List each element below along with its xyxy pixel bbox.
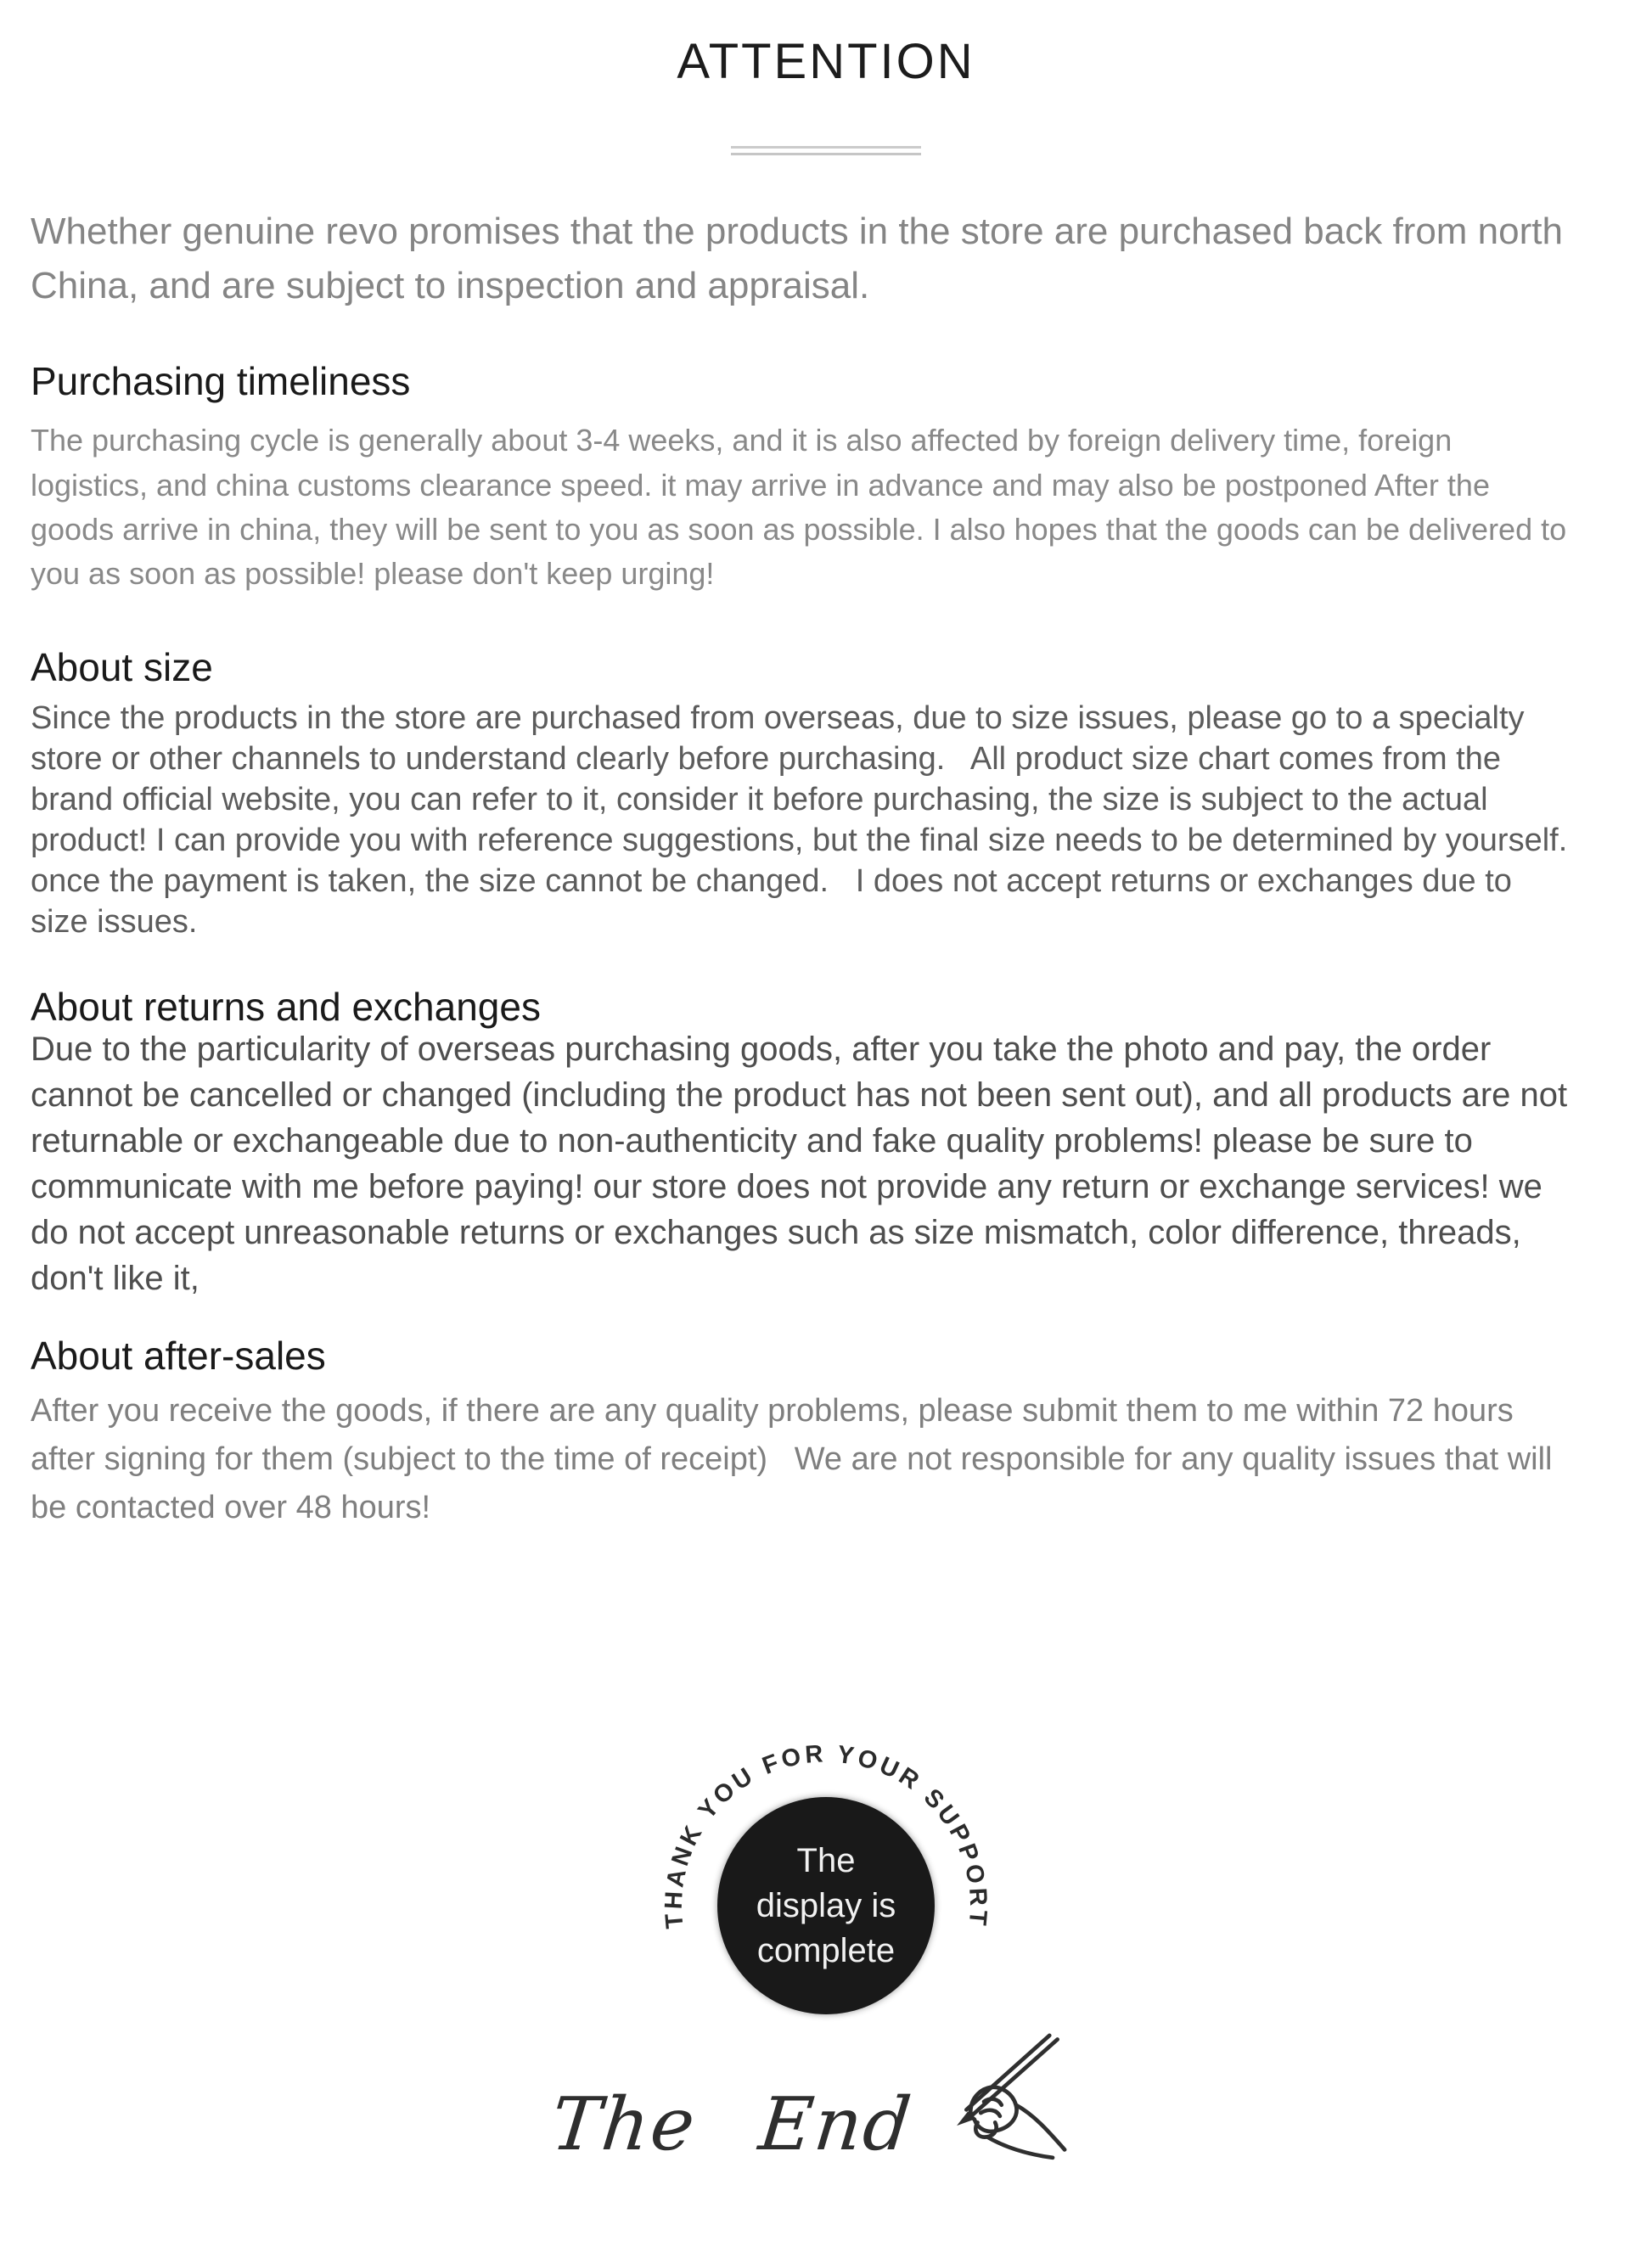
section-body-purchasing-timeliness: The purchasing cycle is generally about 3-4 weeks, and it is also affected by foreign delivery time, foreign logistics, and china customs clearance speed. it may arrive in advance and may also be postponed After the goods arrive in china, they will be sent to you as soon as possible. I also hopes that the goods can be delivered to you as soon as possible! please don't keep urging!	[31, 423, 1576, 592]
badge-line: display is	[756, 1886, 896, 1924]
double-rule-divider	[731, 146, 921, 155]
section-heading-about-returns: About returns and exchanges	[31, 985, 541, 1030]
display-complete-badge	[717, 1797, 935, 2014]
section-heading-about-size: About size	[31, 645, 213, 690]
writing-hand-icon	[900, 2033, 1070, 2169]
section-body-about-returns: Due to the particularity of overseas purchasing goods, after you take the photo and pay, the order cannot be cancelled or changed (including the product has not been sent out), and all products are not returnable or exchangeable due to non-authenticity and fake quality problems! please be sure to communicate with me before paying! our store does not provide any return or exchange services! we do not accept unreasonable returns or exchanges such as size mismatch, color difference, threads, don't like it,	[31, 1031, 1577, 1298]
thank-you-badge	[605, 1651, 1047, 2050]
text-column	[0, 205, 1652, 1532]
intro-paragraph: Whether genuine revo promises that the products in the store are purchased back from north China, and are subject to inspection and appraisal.	[31, 211, 1574, 306]
badge-line: The	[796, 1841, 856, 1879]
section-body-about-after-sales: After you receive the goods, if there are any quality problems, please submit them to me within 72 hours after signing for them (subject to the time of receipt) We are not responsible for any quality issues that will be contacted over 48 hours!	[31, 1393, 1562, 1526]
badge-line: complete	[756, 1931, 896, 1969]
the-end-script-text: The End	[547, 2082, 917, 2168]
thank-you-arc-text: THANK YOU FOR YOUR SUPPORT	[660, 1740, 992, 1930]
section-heading-about-after-sales: About after-sales	[31, 1334, 326, 1379]
section-heading-purchasing-timeliness: Purchasing timeliness	[31, 358, 411, 403]
page-title: ATTENTION	[677, 34, 975, 89]
section-body-about-size: Since the products in the store are purchased from overseas, due to size issues, please go to a specialty store or other channels to understand clearly before purchasing. All product size chart comes from the brand official website, you can refer to it, consider it before purchasing, the size is subject to the actual product! I can provide you with reference suggestions, but the final size needs to be determined by yourself. once the payment is taken, the size cannot be changed. I does not accept returns or exchanges due to size issues.	[31, 700, 1576, 940]
the-end-row	[0, 2057, 1637, 2193]
